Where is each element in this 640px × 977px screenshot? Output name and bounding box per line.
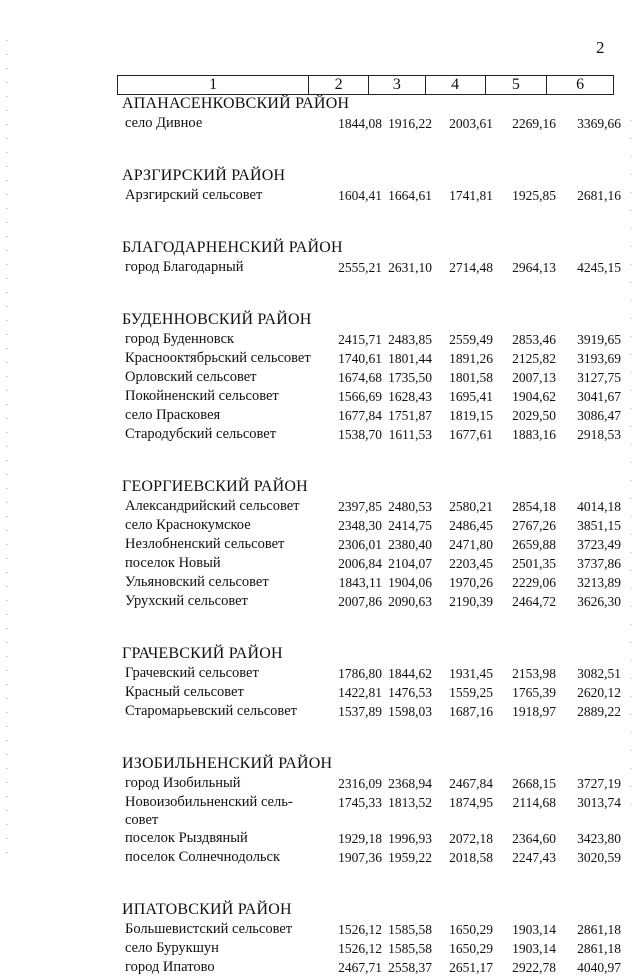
value-col-4: 1741,81	[449, 188, 493, 203]
value-col-6: 3737,86	[577, 556, 621, 571]
value-col-3: 1844,62	[388, 666, 432, 681]
value-col-4: 1677,61	[449, 427, 493, 442]
value-col-6: 3041,67	[577, 389, 621, 404]
region-spacer	[0, 133, 640, 166]
value-col-6: 3082,51	[577, 666, 621, 681]
table-row	[0, 920, 640, 939]
value-col-5: 2853,46	[512, 332, 556, 347]
region-section	[0, 477, 640, 611]
table-row	[0, 425, 640, 444]
value-col-4: 2580,21	[449, 499, 493, 514]
value-col-4: 1874,95	[449, 795, 493, 810]
value-col-3: 1611,53	[388, 427, 432, 442]
table-row	[0, 186, 640, 205]
value-col-6: 3086,47	[577, 408, 621, 423]
header-col-4: 4	[426, 76, 486, 94]
region-title: ИЗОБИЛЬНЕНСКИЙ РАЙОН	[122, 755, 333, 772]
value-col-6: 3020,59	[577, 850, 621, 865]
region-title: АПАНАСЕНКОВСКИЙ РАЙОН	[122, 95, 350, 112]
header-col-6: 6	[576, 76, 585, 93]
table-row	[0, 664, 640, 683]
region-section	[0, 900, 640, 977]
region-title: ИПАТОВСКИЙ РАЙОН	[122, 901, 292, 918]
value-col-6: 4245,15	[577, 260, 621, 275]
settlement-name: Большевистский сельсовет	[125, 921, 293, 937]
value-col-4: 2072,18	[449, 831, 493, 846]
table-row	[0, 554, 640, 573]
table-row	[0, 258, 640, 277]
value-col-4: 1650,29	[449, 922, 493, 937]
table-row	[0, 702, 640, 721]
table-row	[0, 683, 640, 702]
value-col-4: 1819,15	[449, 408, 493, 423]
value-col-6: 3919,65	[577, 332, 621, 347]
region-title: БЛАГОДАРНЕНСКИЙ РАЙОН	[122, 239, 343, 256]
settlement-name: город Изобильный	[125, 775, 241, 791]
region-title: БУДЕННОВСКИЙ РАЙОН	[122, 311, 312, 328]
settlement-name: Александрийский сельсовет	[125, 498, 300, 514]
value-col-5: 2922,78	[512, 960, 556, 975]
region-section	[0, 754, 640, 867]
value-col-6: 3369,66	[577, 116, 621, 131]
value-col-2: 1843,11	[338, 575, 382, 590]
value-col-6: 3193,69	[577, 351, 621, 366]
value-col-5: 2767,26	[512, 518, 556, 533]
region-section	[0, 166, 640, 205]
value-col-2: 2555,21	[338, 260, 382, 275]
value-col-3: 2480,53	[388, 499, 432, 514]
value-col-2: 1674,68	[338, 370, 382, 385]
value-col-5: 1765,39	[512, 685, 556, 700]
value-col-5: 2269,16	[512, 116, 556, 131]
value-col-3: 1801,44	[388, 351, 432, 366]
value-col-3: 1585,58	[388, 941, 432, 956]
settlement-name: Краснооктябрьский сельсовет	[125, 350, 311, 366]
settlement-name: Новоизобильненский сель-совет	[125, 794, 293, 828]
value-col-4: 1695,41	[449, 389, 493, 404]
value-col-6: 4040,97	[577, 960, 621, 975]
value-col-3: 1598,03	[388, 704, 432, 719]
settlement-name: Красный сельсовет	[125, 684, 244, 700]
value-col-4: 2203,45	[449, 556, 493, 571]
settlement-name: Арзгирский сельсовет	[125, 187, 263, 203]
value-col-5: 2464,72	[512, 594, 556, 609]
region-spacer	[0, 205, 640, 238]
value-col-5: 1918,97	[512, 704, 556, 719]
value-col-5: 2125,82	[512, 351, 556, 366]
value-col-2: 1929,18	[338, 831, 382, 846]
settlement-name: село Прасковея	[125, 407, 221, 423]
value-col-5: 2153,98	[512, 666, 556, 681]
table-row	[0, 535, 640, 554]
value-col-3: 1664,61	[388, 188, 432, 203]
region-spacer	[0, 444, 640, 477]
value-col-3: 1735,50	[388, 370, 432, 385]
value-col-3: 1476,53	[388, 685, 432, 700]
value-col-5: 1883,16	[512, 427, 556, 442]
settlement-name: село Краснокумское	[125, 517, 251, 533]
value-col-6: 3626,30	[577, 594, 621, 609]
value-col-6: 3851,15	[577, 518, 621, 533]
value-col-5: 2668,15	[512, 776, 556, 791]
region-spacer	[0, 721, 640, 754]
region-section	[0, 238, 640, 277]
value-col-3: 2414,75	[388, 518, 432, 533]
value-col-3: 1904,06	[388, 575, 432, 590]
value-col-2: 2467,71	[338, 960, 382, 975]
value-col-2: 1740,61	[338, 351, 382, 366]
value-col-3: 1916,22	[388, 116, 432, 131]
settlement-name: Старомарьевский сельсовет	[125, 703, 297, 719]
table-row	[0, 592, 640, 611]
value-col-5: 1925,85	[512, 188, 556, 203]
region-spacer	[0, 611, 640, 644]
value-col-3: 2558,37	[388, 960, 432, 975]
value-col-2: 1745,33	[338, 795, 382, 810]
table-row	[0, 793, 640, 829]
value-col-6: 2918,53	[577, 427, 621, 442]
page-number: 2	[596, 38, 605, 57]
value-col-6: 2861,18	[577, 941, 621, 956]
value-col-3: 1751,87	[388, 408, 432, 423]
value-col-2: 1537,89	[338, 704, 382, 719]
settlement-name: Урухский сельсовет	[125, 593, 248, 609]
value-col-6: 3727,19	[577, 776, 621, 791]
value-col-2: 1566,69	[338, 389, 382, 404]
value-col-5: 2964,13	[512, 260, 556, 275]
settlement-name: поселок Рыздвяный	[125, 830, 248, 846]
value-col-3: 1813,52	[388, 795, 432, 810]
table-row	[0, 114, 640, 133]
settlement-name: Покойненский сельсовет	[125, 388, 279, 404]
value-col-2: 1844,08	[338, 116, 382, 131]
value-col-5: 2854,18	[512, 499, 556, 514]
value-col-3: 2104,07	[388, 556, 432, 571]
value-col-3: 1959,22	[388, 850, 432, 865]
value-col-4: 2486,45	[449, 518, 493, 533]
header-col-3: 3	[369, 76, 426, 94]
header-col-1: 1	[118, 76, 309, 94]
value-col-5: 1904,62	[512, 389, 556, 404]
value-col-6: 3013,74	[577, 795, 621, 810]
value-col-4: 2003,61	[449, 116, 493, 131]
settlement-name: Незлобненский сельсовет	[125, 536, 285, 552]
value-col-5: 2247,43	[512, 850, 556, 865]
value-col-6: 3213,89	[577, 575, 621, 590]
value-col-2: 2306,01	[338, 537, 382, 552]
value-col-2: 1422,81	[338, 685, 382, 700]
value-col-4: 1650,29	[449, 941, 493, 956]
region-section	[0, 94, 640, 133]
value-col-4: 2559,49	[449, 332, 493, 347]
settlement-name: Ульяновский сельсовет	[125, 574, 269, 590]
table-row	[0, 406, 640, 425]
value-col-2: 1907,36	[338, 850, 382, 865]
region-spacer	[0, 867, 640, 900]
value-col-2: 1677,84	[338, 408, 382, 423]
value-col-3: 2483,85	[388, 332, 432, 347]
value-col-6: 2620,12	[577, 685, 621, 700]
value-col-5: 2007,13	[512, 370, 556, 385]
table-row	[0, 774, 640, 793]
value-col-2: 1526,12	[338, 922, 382, 937]
table-row	[0, 497, 640, 516]
settlement-name: село Бурукшун	[125, 940, 219, 956]
value-col-6: 2681,16	[577, 188, 621, 203]
value-col-6: 4014,18	[577, 499, 621, 514]
region-title: ГЕОРГИЕВСКИЙ РАЙОН	[122, 478, 308, 495]
value-col-3: 2368,94	[388, 776, 432, 791]
value-col-4: 2714,48	[449, 260, 493, 275]
value-col-2: 2006,84	[338, 556, 382, 571]
settlement-name: город Ипатово	[125, 959, 215, 975]
region-section	[0, 310, 640, 444]
table-row	[0, 939, 640, 958]
settlement-name: поселок Новый	[125, 555, 221, 571]
value-col-6: 3423,80	[577, 831, 621, 846]
value-col-4: 1801,58	[449, 370, 493, 385]
region-section	[0, 644, 640, 721]
value-col-6: 2889,22	[577, 704, 621, 719]
value-col-2: 2348,30	[338, 518, 382, 533]
value-col-5: 2659,88	[512, 537, 556, 552]
value-col-2: 2415,71	[338, 332, 382, 347]
value-col-3: 1996,93	[388, 831, 432, 846]
settlement-name: Стародубский сельсовет	[125, 426, 277, 442]
value-col-2: 1526,12	[338, 941, 382, 956]
table-header-row	[117, 75, 614, 95]
value-col-2: 1786,80	[338, 666, 382, 681]
value-col-4: 1970,26	[449, 575, 493, 590]
value-col-4: 2018,58	[449, 850, 493, 865]
value-col-5: 2114,68	[512, 795, 556, 810]
value-col-4: 1687,16	[449, 704, 493, 719]
header-col-2: 2	[309, 76, 369, 94]
table-row	[0, 349, 640, 368]
value-col-2: 1604,41	[338, 188, 382, 203]
table-row	[0, 573, 640, 592]
settlement-name: поселок Солнечнодольск	[125, 849, 281, 865]
table-row	[0, 387, 640, 406]
settlement-name: город Благодарный	[125, 259, 244, 275]
table-body	[0, 94, 640, 977]
table-row	[0, 368, 640, 387]
region-title: ГРАЧЕВСКИЙ РАЙОН	[122, 645, 283, 662]
value-col-5: 2501,35	[512, 556, 556, 571]
value-col-4: 2467,84	[449, 776, 493, 791]
value-col-3: 1585,58	[388, 922, 432, 937]
value-col-5: 2029,50	[512, 408, 556, 423]
value-col-6: 3127,75	[577, 370, 621, 385]
table-row	[0, 516, 640, 535]
region-spacer	[0, 277, 640, 310]
value-col-4: 1559,25	[449, 685, 493, 700]
header-col-5: 5	[486, 76, 548, 94]
settlement-name: Грачевский сельсовет	[125, 665, 259, 681]
table-row	[0, 848, 640, 867]
value-col-2: 2316,09	[338, 776, 382, 791]
value-col-4: 2471,80	[449, 537, 493, 552]
value-col-6: 3723,49	[577, 537, 621, 552]
value-col-2: 1538,70	[338, 427, 382, 442]
value-col-5: 1903,14	[512, 922, 556, 937]
table-row	[0, 829, 640, 848]
settlement-name: село Дивное	[125, 115, 203, 131]
table-row	[0, 958, 640, 977]
value-col-2: 2397,85	[338, 499, 382, 514]
table-row	[0, 330, 640, 349]
value-col-4: 2190,39	[449, 594, 493, 609]
value-col-6: 2861,18	[577, 922, 621, 937]
value-col-4: 1931,45	[449, 666, 493, 681]
value-col-4: 1891,26	[449, 351, 493, 366]
value-col-5: 2229,06	[512, 575, 556, 590]
value-col-4: 2651,17	[449, 960, 493, 975]
settlement-name: Орловский сельсовет	[125, 369, 257, 385]
value-col-5: 1903,14	[512, 941, 556, 956]
settlement-name: город Буденновск	[125, 331, 235, 347]
value-col-3: 1628,43	[388, 389, 432, 404]
value-col-3: 2631,10	[388, 260, 432, 275]
value-col-3: 2090,63	[388, 594, 432, 609]
region-title: АРЗГИРСКИЙ РАЙОН	[122, 167, 286, 184]
value-col-3: 2380,40	[388, 537, 432, 552]
value-col-5: 2364,60	[512, 831, 556, 846]
value-col-2: 2007,86	[338, 594, 382, 609]
